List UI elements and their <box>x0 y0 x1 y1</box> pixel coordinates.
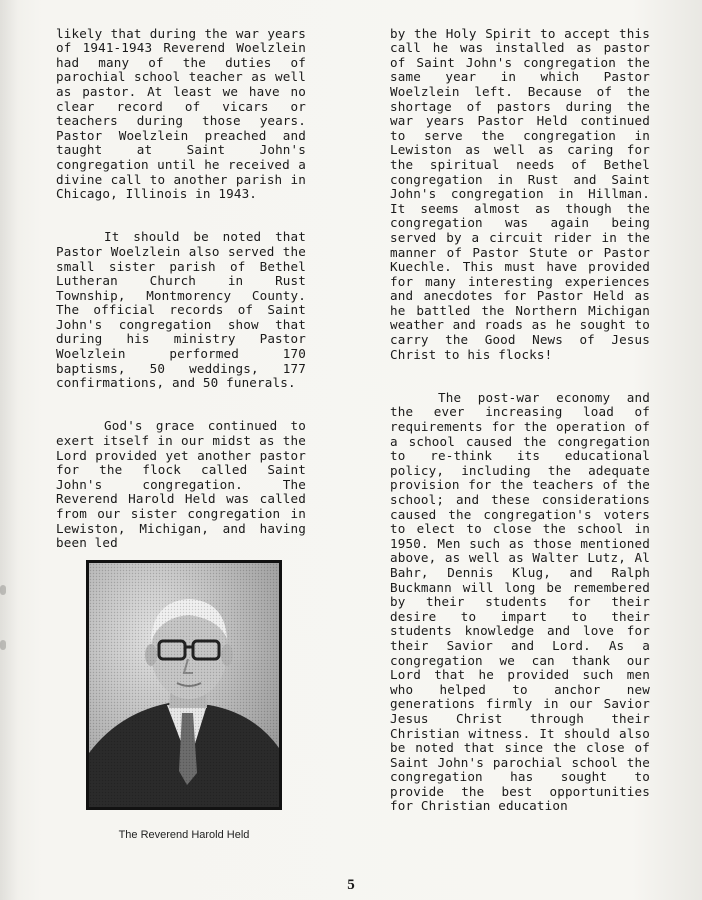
right-text-column <box>390 12 650 843</box>
page-number: 5 <box>347 877 355 893</box>
left-paragraph-2: It should be noted that Pastor Woelzlein also served the small sister parish of Bethel Lutheran Church in Rust Township, Montmorency County. The official records of Saint John's congregation show that during his ministry Pastor Woelzlein performed 170 baptisms, 50 weddings, 177 confirmations, and 50 funerals. <box>56 229 306 391</box>
left-paragraph-1: likely that during the war years of 1941-1943 Reverend Woelzlein had many of the duties of parochial school teacher as well as pastor. At least we have no clear record of vicars or teachers during those years. Pastor Woelzlein preached and taught at Saint John's congregation until he received a divine call to another parish in Chicago, Illinois in 1943. <box>56 25 306 202</box>
right-paragraph-1: by the Holy Spirit to accept this call he was installed as pastor of Saint John's congregation the same year in which Pastor Woelzlein left. Because of the shortage of pastors during the war years Pastor Held continued to serve the congregation in Lewiston as well as caring for the spiritual needs of Bethel congregation in Rust and Saint John's congregation in Hillman. It seems almost as though the congregation was again being served by a circuit rider in the manner of Pastor Stute or Pastor Kuechle. This must have provided for many interesting experiences and anecdotes for Pastor Held as he battled the Northern Michigan weather and roads as he sought to carry the Good News of Jesus Christ to his flocks! <box>390 25 650 362</box>
photo-caption: The Reverend Harold Held <box>118 829 250 841</box>
binding-mark <box>0 640 6 650</box>
portrait-image <box>89 563 279 807</box>
binding-mark <box>0 585 6 595</box>
left-text-column <box>56 12 306 579</box>
right-paragraph-2: The post-war economy and the ever increasing load of requirements for the operation of a school caused the congregation to re-think its educational policy, including the adequate provision for the teachers of the school; and these considerations caused the congregation's voters to elect to close the school in 1950. Men such as those mentioned above, as well as Walter Lutz, Al Bahr, Dennis Klug, and Ralph Buckmann will long be remembered by their students for their desire to impart to their students knowledge and love for their Savior and Lord. As a congregation we can thank our Lord that he provided such men who helped to anchor new generations firmly in our Savior Jesus Christ through their Christian witness. It should also be noted that since the close of Saint John's parochial school the congregation has sought to provide the best opportunities for Christian education <box>390 389 650 814</box>
left-paragraph-3: God's grace continued to exert itself in our midst as the Lord provided yet another pastor for the flock called Saint John's congregation. The Reverend Harold Held was called from our sister congregation in Lewiston, Michigan, and having been led <box>56 418 306 551</box>
page-edge-shadow <box>0 0 18 900</box>
portrait-photo <box>86 560 282 810</box>
